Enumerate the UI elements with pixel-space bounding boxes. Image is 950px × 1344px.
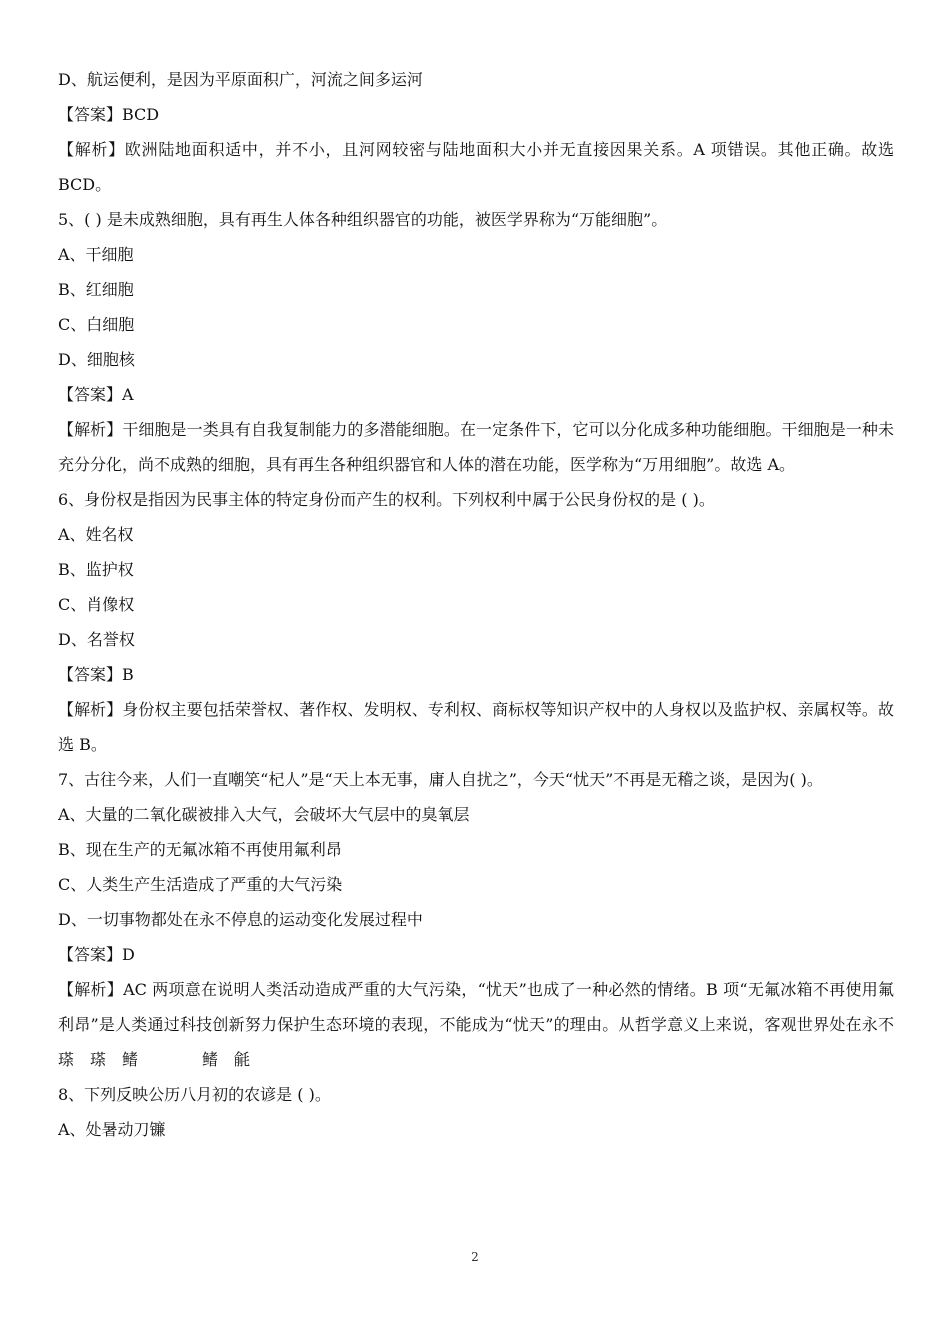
option-c-q6: C、肖像权 xyxy=(58,595,135,614)
option-b-q6: B、监护权 xyxy=(58,560,134,579)
answer-q4: 【答案】BCD xyxy=(58,105,160,124)
option-b-q5: B、红细胞 xyxy=(58,280,134,299)
answer-q6: 【答案】B xyxy=(58,665,134,684)
option-d-q7: D、一切事物都处在永不停息的运动变化发展过程中 xyxy=(58,910,423,929)
explanation-q5: 【解析】干细胞是一类具有自我复制能力的多潜能细胞。在一定条件下，它可以分化成多种功能细胞。干细胞是一种未充分分化，尚不成熟的细胞，具有再生各种组织器官和人体的潜在功能，医学称为“万用细胞”。故选 A。 xyxy=(58,420,894,474)
option-a-q8: A、处暑动刀镰 xyxy=(58,1120,166,1139)
option-c-q5: C、白细胞 xyxy=(58,315,135,334)
document-page xyxy=(58,62,943,1147)
option-c-q7: C、人类生产生活造成了严重的大气污染 xyxy=(58,875,343,894)
answer-q7: 【答案】D xyxy=(58,945,135,964)
explanation-q7: 【解析】AC 两项意在说明人类活动造成严重的大气污染，“忧天”也成了一种必然的情绪。B 项“无氟冰箱不再使用氟利昂”是人类通过科技创新努力保护生态环境的表现，不能成为“忧天”的理由。从哲学意义上来说，客观世界处在永不 瑹 瑹 鳍 鳍 毹 xyxy=(58,980,943,1069)
option-d-q6: D、名誉权 xyxy=(58,630,135,649)
option-b-q7: B、现在生产的无氟冰箱不再使用氟利昂 xyxy=(58,840,342,859)
option-a-q7: A、大量的二氧化碳被排入大气，会破坏大气层中的臭氧层 xyxy=(58,805,470,824)
option-d-q5: D、细胞核 xyxy=(58,350,135,369)
option-d-q4: D、航运便利，是因为平原面积广，河流之间多运河 xyxy=(58,70,423,89)
question-5: 5、( ) 是未成熟细胞，具有再生人体各种组织器官的功能，被医学界称为“万能细胞”。 xyxy=(58,210,668,229)
question-7: 7、古往今来，人们一直嘲笑“杞人”是“天上本无事，庸人自扰之”，今天“忧天”不再是无稽之谈，是因为( )。 xyxy=(58,770,823,789)
option-a-q5: A、干细胞 xyxy=(58,245,134,264)
explanation-q4: 【解析】欧洲陆地面积适中，并不小，且河网较密与陆地面积大小并无直接因果关系。A 项错误。其他正确。故选 BCD。 xyxy=(58,140,894,194)
question-8: 8、下列反映公历八月初的农谚是 ( )。 xyxy=(58,1085,331,1104)
explanation-q6: 【解析】身份权主要包括荣誉权、著作权、发明权、专利权、商标权等知识产权中的人身权以及监护权、亲属权等。故选 B。 xyxy=(58,700,894,754)
option-a-q6: A、姓名权 xyxy=(58,525,134,544)
answer-q5: 【答案】A xyxy=(58,385,134,404)
question-6: 6、身份权是指因为民事主体的特定身份而产生的权利。下列权利中属于公民身份权的是 ( )。 xyxy=(58,490,715,509)
page-number: 2 xyxy=(471,1250,479,1264)
